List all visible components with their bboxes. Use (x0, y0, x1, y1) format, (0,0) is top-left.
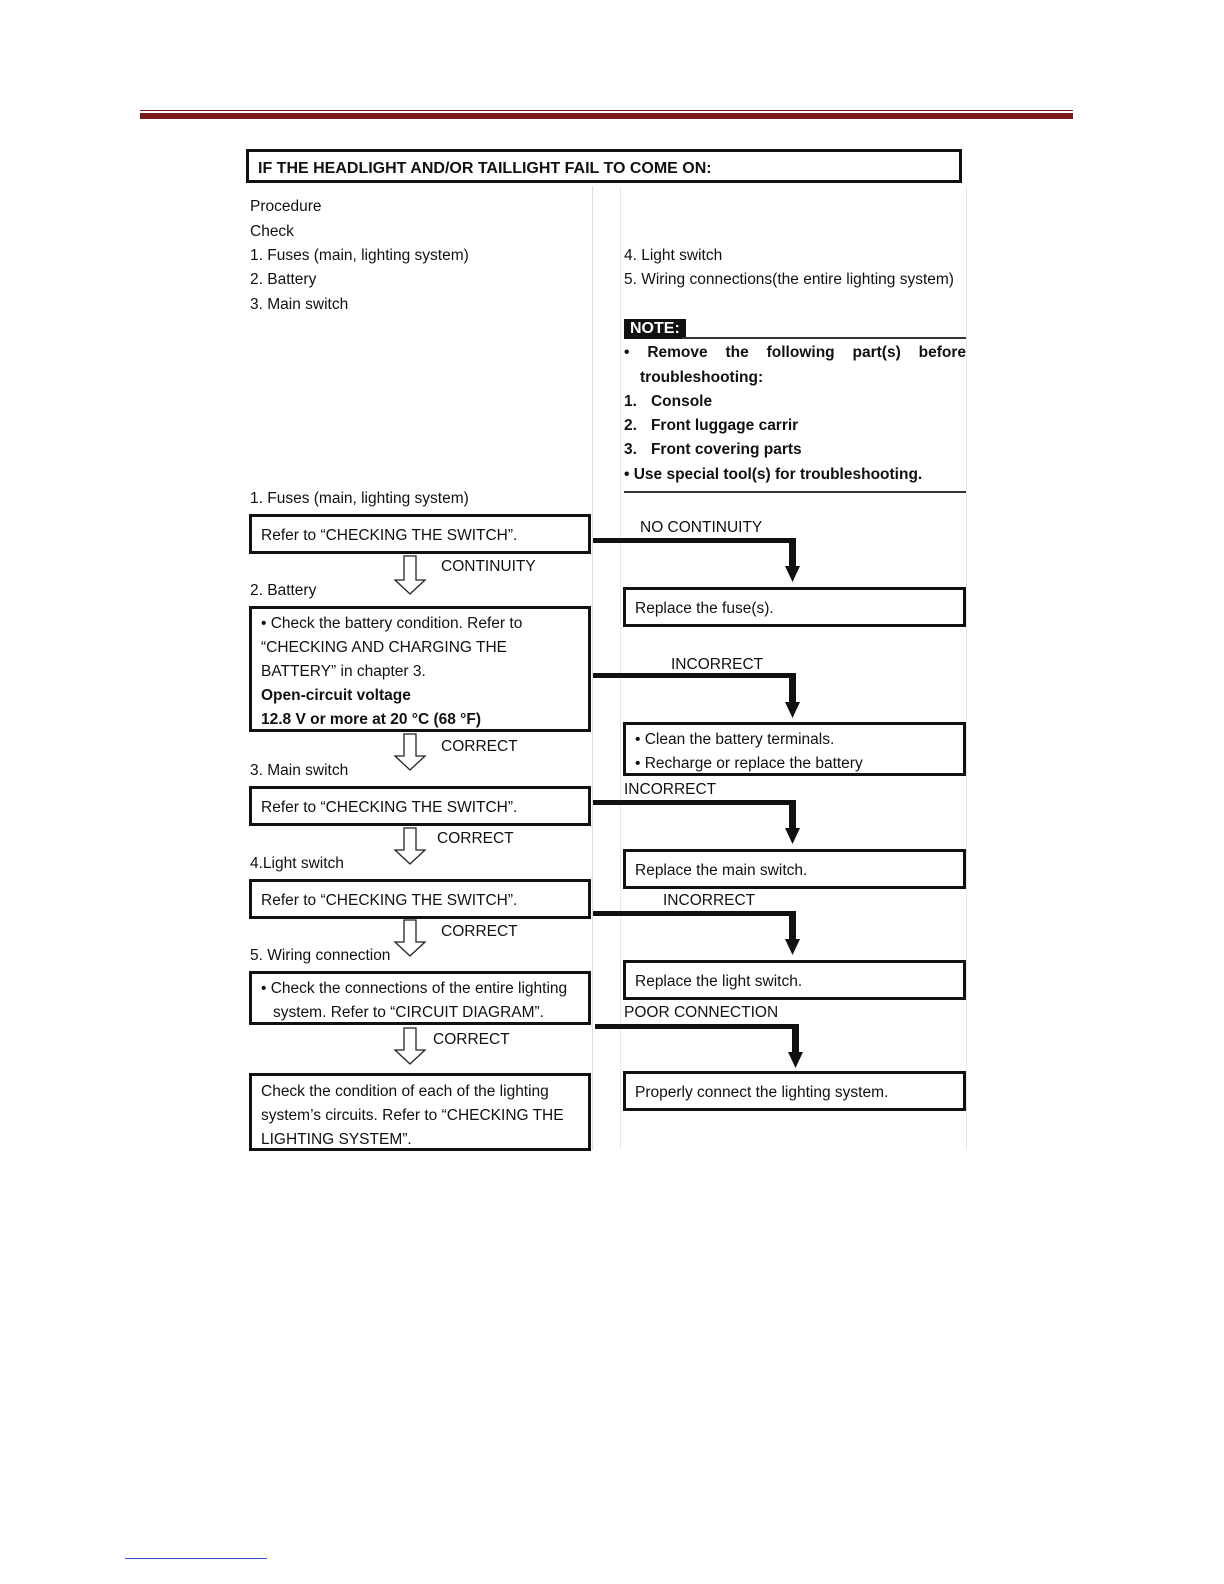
down-arrow-icon (395, 1028, 425, 1064)
check-heading: Check (250, 223, 294, 240)
procedure-item: 4. Light switch (624, 247, 723, 264)
note-word: the (725, 344, 749, 361)
note-tag: NOTE: (624, 319, 686, 339)
note-word: part(s) (852, 344, 901, 361)
step3-ok-label: CORRECT (437, 830, 514, 847)
fail-arrow-icon (593, 673, 800, 718)
fail-arrow-icon (593, 911, 800, 955)
step4-action-box: Replace the light switch. (623, 960, 966, 1000)
step2-box-line: BATTERY” in chapter 3. (261, 663, 426, 680)
step5-box-line: system. Refer to “CIRCUIT DIAGRAM”. (273, 1004, 544, 1021)
step4-fail-label: INCORRECT (663, 892, 756, 909)
step1-fail-label: NO CONTINUITY (640, 519, 763, 536)
step3-action-box: Replace the main switch. (623, 849, 966, 889)
step4-label: 4.Light switch (250, 855, 344, 872)
procedure-heading: Procedure (250, 198, 322, 215)
step1-action-box: Replace the fuse(s). (623, 587, 966, 627)
step2-label: 2. Battery (250, 582, 317, 599)
step2-ok-label: CORRECT (441, 738, 518, 755)
step2-box-line: “CHECKING AND CHARGING THE (261, 639, 508, 656)
procedure-item: 2. Battery (250, 271, 317, 288)
step3-box: Refer to “CHECKING THE SWITCH”. (249, 786, 591, 826)
step2-fail-label: INCORRECT (671, 656, 764, 673)
note-part-num: 2. (624, 417, 637, 434)
down-arrow-icon (395, 734, 425, 770)
step4-ok-label: CORRECT (441, 923, 518, 940)
down-arrow-icon (395, 828, 425, 864)
note-part-label: Front covering parts (650, 441, 802, 458)
step5-label: 5. Wiring connection (250, 947, 391, 964)
procedure-item: 3. Main switch (250, 296, 349, 313)
step1-ok-label: CONTINUITY (441, 558, 536, 575)
final-box-line: system’s circuits. Refer to “CHECKING THE (261, 1107, 564, 1124)
fail-arrow-icon (595, 1024, 803, 1068)
fail-arrow-icon (593, 538, 800, 582)
step2-box-line: Open-circuit voltage (261, 687, 411, 704)
note-part-num: 3. (624, 441, 637, 458)
step2-box-line: • Check the battery condition. Refer to (261, 615, 523, 632)
down-arrow-icon (395, 920, 425, 956)
note-part-num: 1. (624, 393, 637, 410)
step1-label: 1. Fuses (main, lighting system) (250, 490, 469, 507)
step5-action-box: Properly connect the lighting system. (623, 1071, 966, 1111)
note-special-tool: • Use special tool(s) for troubleshooting. (624, 466, 923, 483)
step5-box-line: • Check the connections of the entire lighting (261, 980, 568, 997)
procedure-item: 1. Fuses (main, lighting system) (250, 247, 469, 264)
step2-action-line: • Clean the battery terminals. (635, 731, 835, 748)
step3-label: 3. Main switch (250, 762, 349, 779)
step2-action-line: • Recharge or replace the battery (635, 755, 863, 772)
step5-ok-label: CORRECT (433, 1031, 510, 1048)
note-word: following (766, 344, 835, 361)
step1-box: Refer to “CHECKING THE SWITCH”. (249, 514, 591, 554)
final-box-line: LIGHTING SYSTEM”. (261, 1131, 412, 1148)
note-word: Remove (647, 344, 708, 361)
note-bullet: • (624, 344, 630, 361)
step3-fail-label: INCORRECT (624, 781, 717, 798)
final-box-line: Check the condition of each of the lighting (261, 1083, 549, 1100)
step5-fail-label: POOR CONNECTION (624, 1004, 779, 1021)
note-word: before (918, 344, 966, 361)
fail-arrow-icon (593, 800, 800, 844)
page-title: IF THE HEADLIGHT AND/OR TAILLIGHT FAIL TO COME ON: (246, 149, 962, 183)
step4-box: Refer to “CHECKING THE SWITCH”. (249, 879, 591, 919)
footnote-rule (125, 1558, 267, 1559)
note-part-label: Front luggage carrir (650, 417, 799, 434)
procedure-item: 5. Wiring connections(the entire lighting system) (624, 271, 954, 288)
step2-box-line: 12.8 V or more at 20 °C (68 °F) (261, 711, 482, 728)
note-remove-line2: troubleshooting: (640, 369, 764, 386)
note-part-label: Console (650, 393, 713, 410)
down-arrow-icon (395, 556, 425, 594)
